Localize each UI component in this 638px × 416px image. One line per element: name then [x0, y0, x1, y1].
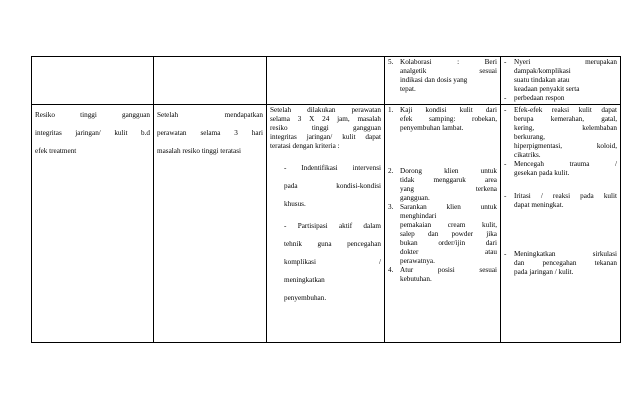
intervention-item: 3. Sarankan klien untuk menghindari pemakaian cream kulit, salep dan powder jika bukan order/ijin dari dokter atau perawatnya. — [388, 203, 497, 265]
intervention-cell — [385, 105, 501, 343]
nursing-care-plan-table — [31, 56, 621, 343]
rationale-item: - Efek-efek reaksi kulit dapat berupa kemerahan, gatal, kering, kelembaban berkurang, hiperpigmentasi, koloid, cikatriks. — [504, 106, 617, 159]
criteria-item: - Indentifikasi intervensi — [284, 164, 381, 172]
intervention-item: 1. Kaji kondisi kulit dari efek samping: robekan, penyembuhan lambat. — [388, 106, 497, 132]
diagnosis-cell: Resiko tinggi gangguan integritas jaringan/ kulit b.d efek treatment — [32, 105, 154, 343]
rationale-item: - perbedaan respon — [504, 94, 565, 102]
table-row — [32, 105, 621, 343]
intervention-item: 4. Atur posisi sesuai kebutuhan. — [388, 266, 497, 283]
goal-cell — [154, 57, 267, 105]
criteria-item: - Partisipasi aktif dalam — [284, 222, 381, 230]
criteria-cell: Setelah dilakukan perawatan selama 3 X 24 jam, masalah resiko tinggi gangguan integritas jaringan/ kulit dapat teratasi dengan kriteria : - Indentifikasi intervensi pada kondisi-kondisi khusus. - Partisipasi aktif dalam tehnik guna pencegahan komplikasi / meningkatkan penyembuhan. — [267, 105, 385, 343]
intervention-item: 5. Kolaborasi : Beri analgetik sesuai indikasi dan dosis yang tepat. — [388, 58, 497, 93]
goal-cell: Setelah mendapatkan perawatan selama 3 hari masalah resiko tinggi teratasi — [154, 105, 267, 343]
rationale-item: - Mencegah trauma / gesekan pada kulit. — [504, 160, 617, 177]
intervention-item: 2. Dorong klien untuk tidak menggaruk area yang terkena gangguan. — [388, 167, 497, 202]
diagnosis-cell — [32, 57, 154, 105]
rationale-item: - Nyeri merupakan dampak/komplikasi suatu tindakan atau keadaan penyakit serta — [504, 58, 617, 93]
criteria-cell — [267, 57, 385, 105]
table-row — [32, 57, 621, 105]
rationale-cell — [501, 57, 621, 105]
rationale-cell — [501, 105, 621, 343]
intervention-cell — [385, 57, 501, 105]
rationale-item: - Meningkatkan sirkulasi dan pencegahan tekanan pada jaringan / kulit. — [504, 250, 617, 276]
rationale-item: - Iritasi / reaksi pada kulit dapat meningkat. — [504, 192, 617, 209]
